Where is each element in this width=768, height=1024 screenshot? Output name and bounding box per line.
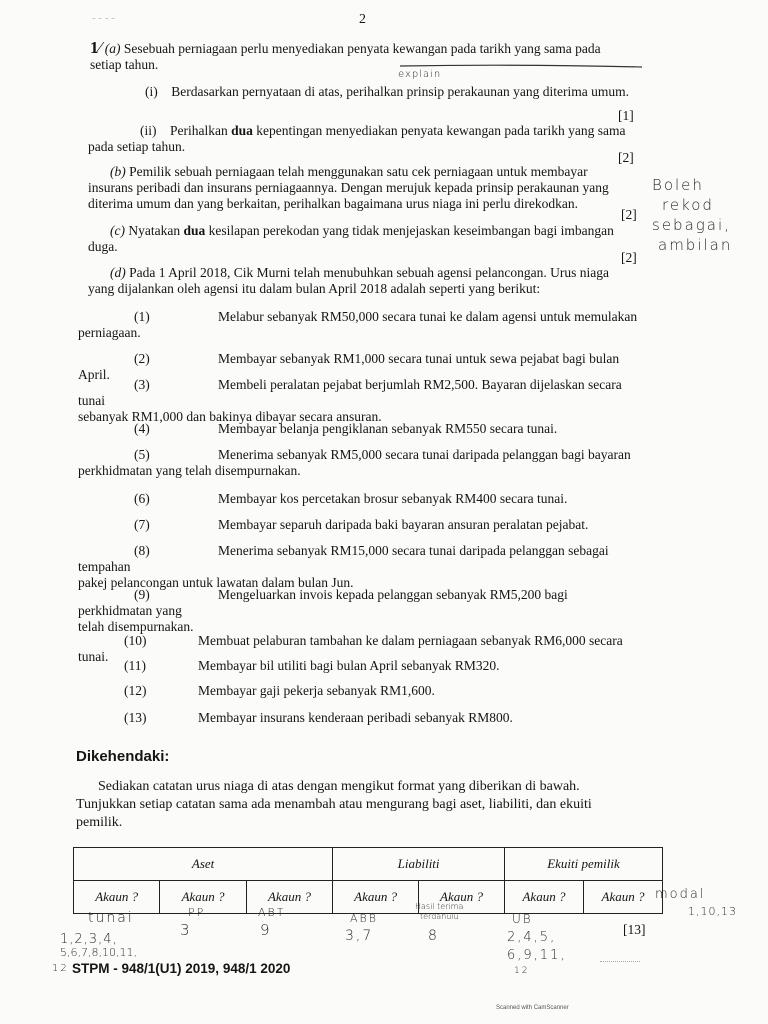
list-item bbox=[78, 309, 644, 341]
question-1a-ii-text-2: pada setiap tahun. bbox=[88, 139, 186, 154]
list-item bbox=[78, 517, 644, 533]
question-1b-text-3: diterima umum dan yang berkaitan, perihalkan bagaimana urus niaga ini perlu direkodkan. bbox=[88, 196, 578, 211]
side-note-line-2: rekod bbox=[662, 196, 714, 214]
required-text bbox=[76, 778, 656, 832]
list-item-text-continued: telah disempurnakan. bbox=[78, 619, 194, 634]
account-cell: Akaun ? bbox=[583, 881, 662, 914]
transaction-table bbox=[73, 847, 663, 914]
subpart-label-i: (i) bbox=[145, 84, 158, 99]
account-cell: Akaun ? bbox=[246, 881, 332, 914]
list-item-text: Membayar bil utiliti bagi bulan April sebanyak RM320. bbox=[198, 658, 500, 673]
list-item-text: Membuat pelaburan tambahan ke dalam perniagaan sebanyak RM6,000 secara tunai. bbox=[78, 633, 623, 664]
question-1c-text-2: duga. bbox=[88, 239, 118, 254]
list-item-text-continued: perkhidmatan yang telah disempurnakan. bbox=[78, 463, 301, 478]
list-item-number: (9) bbox=[134, 587, 150, 602]
list-item-text: Membayar sebanyak RM1,000 secara tunai untuk sewa pejabat bagi bulan April. bbox=[78, 351, 620, 382]
footer-source-text: STPM - 948/1(U1) 2019, 948/1 2020 bbox=[72, 961, 291, 976]
part-label-d: (d) bbox=[110, 265, 126, 280]
table-group-row bbox=[74, 848, 663, 881]
subpart-label-ii: (ii) bbox=[140, 123, 157, 138]
hw-col6-val2: 6,9,11, bbox=[507, 948, 567, 963]
list-item-text: Membeli peralatan pejabat berjumlah RM2,500. Bayaran dijelaskan secara tunai bbox=[78, 377, 622, 408]
question-number: 1 bbox=[90, 38, 99, 57]
list-item-number: (6) bbox=[134, 491, 150, 506]
hw-col6-val: 2,4,5, bbox=[507, 930, 557, 945]
part-label-c: (c) bbox=[110, 223, 125, 238]
page-number: 2 bbox=[359, 12, 366, 27]
scanner-watermark: Scanned with CamScanner bbox=[496, 1005, 569, 1011]
hw-col4-top: ABB bbox=[350, 912, 378, 925]
corner-mark: - - - - bbox=[92, 12, 115, 24]
hw-col6-val3: 12 bbox=[514, 966, 530, 976]
required-text-1: Sediakan catatan urus niaga di atas dengan mengikut format yang diberikan di bawah. bbox=[98, 779, 580, 794]
mark-table: [13] bbox=[623, 922, 646, 937]
question-1c-text-c: kesilapan perekodan yang tidak menjejaskan keseimbangan bagi imbangan bbox=[205, 223, 614, 238]
list-item-number: (11) bbox=[124, 658, 146, 673]
question-1a-ii-text-c: kepentingan menyediakan penyata kewangan pada tarikh yang sama bbox=[252, 123, 626, 138]
list-item bbox=[78, 710, 644, 726]
mark-1a-i: [1] bbox=[618, 108, 634, 123]
list-item-text-continued: perniagaan. bbox=[78, 325, 141, 340]
account-cell: Akaun ? bbox=[160, 881, 246, 914]
group-header-ekuiti: Ekuiti pemilik bbox=[504, 848, 662, 881]
account-cell: Akaun ? bbox=[419, 881, 505, 914]
list-item-number: (8) bbox=[134, 543, 150, 558]
question-1a-i bbox=[145, 84, 629, 100]
hw-modal-nums: 1,10,13 bbox=[688, 905, 737, 918]
question-1c bbox=[88, 223, 648, 255]
hw-modal: modal bbox=[655, 887, 706, 902]
hw-col3-val: 9 bbox=[260, 921, 272, 939]
part-label-a: (a) bbox=[104, 41, 121, 56]
required-heading: Dikehendaki: bbox=[76, 748, 170, 765]
list-item bbox=[78, 683, 644, 699]
question-1c-text-a: Nyatakan bbox=[128, 223, 184, 238]
required-text-3: pemilik. bbox=[76, 815, 123, 830]
required-text-2: Tunjukkan setiap catatan sama ada menambah atau mengurang bagi aset, liabiliti, dan ekuiti bbox=[76, 797, 592, 812]
handwritten-explain: explain bbox=[398, 69, 442, 80]
list-item-text: Membayar gaji pekerja sebanyak RM1,600. bbox=[198, 683, 435, 698]
hw-col1-nums2: 5,6,7,8,10,11, bbox=[60, 946, 137, 959]
list-item-text: Menerima sebanyak RM5,000 secara tunai daripada pelanggan bagi bayaran bbox=[218, 447, 631, 462]
mark-1b: [2] bbox=[621, 207, 637, 222]
question-1d bbox=[88, 265, 648, 297]
hw-col1-top: tunai bbox=[88, 910, 134, 926]
hw-col2-top: PP bbox=[188, 906, 206, 919]
side-note-line-4: ambilan bbox=[658, 236, 733, 254]
account-cell: Akaun ? bbox=[504, 881, 583, 914]
list-item bbox=[78, 491, 644, 507]
question-1b-text-2: insurans peribadi dan insurans perniagaannya. Dengan merujuk kepada prinsip perakaunan yang bbox=[88, 180, 609, 195]
table-account-row bbox=[74, 881, 663, 914]
question-1b bbox=[88, 164, 648, 212]
hw-col1-nums: 1,2,3,4, bbox=[60, 932, 118, 947]
question-1a-i-text: Berdasarkan pernyataan di atas, perihalkan prinsip perakaunan yang diterima umum. bbox=[171, 84, 629, 99]
list-item bbox=[78, 421, 644, 437]
question-1a-text: Sesebuah perniagaan perlu menyediakan penyata kewangan pada tarikh yang sama pada bbox=[123, 41, 601, 56]
group-header-liabiliti: Liabiliti bbox=[333, 848, 505, 881]
hw-col3-top: ABT bbox=[258, 906, 286, 919]
question-1a-ii-text-a: Perihalkan bbox=[170, 123, 232, 138]
list-item-number: (13) bbox=[124, 710, 147, 725]
question-1a-ii-bold: dua bbox=[231, 123, 253, 138]
group-header-aset: Aset bbox=[74, 848, 333, 881]
hw-col5-top2: terdahulu bbox=[420, 912, 459, 921]
mark-1a-ii: [2] bbox=[618, 150, 634, 165]
list-item-text-continued: sebanyak RM1,000 dan bakinya dibayar secara ansuran. bbox=[78, 409, 382, 424]
list-item-number: (2) bbox=[134, 351, 150, 366]
footer-source bbox=[72, 961, 290, 976]
list-item-number: (10) bbox=[124, 633, 147, 648]
list-item-number: (12) bbox=[124, 683, 147, 698]
question-1b-text-1: Pemilik sebuah perniagaan telah menggunakan satu cek perniagaan untuk membayar bbox=[129, 164, 588, 179]
list-item-number: (5) bbox=[134, 447, 150, 462]
list-item bbox=[78, 658, 644, 674]
list-item-number: (3) bbox=[134, 377, 150, 392]
list-item-number: (4) bbox=[134, 421, 150, 436]
list-item bbox=[78, 543, 644, 591]
handwritten-side-note bbox=[652, 175, 732, 255]
footer-dots bbox=[600, 961, 640, 962]
question-1a-ii bbox=[88, 123, 648, 155]
hw-col6-top: UB bbox=[512, 912, 533, 926]
list-item-text-continued: pakej pelancongan untuk lawatan dalam bulan Jun. bbox=[78, 575, 354, 590]
list-item bbox=[78, 377, 644, 425]
list-item-text: Melabur sebanyak RM50,000 secara tunai ke dalam agensi untuk memulakan bbox=[218, 309, 638, 324]
list-item-text: Membayar insurans kenderaan peribadi sebanyak RM800. bbox=[198, 710, 513, 725]
mark-1c: [2] bbox=[621, 250, 637, 265]
account-cell: Akaun ? bbox=[74, 881, 160, 914]
list-item-text: Membayar kos percetakan brosur sebanyak RM400 secara tunai. bbox=[218, 491, 568, 506]
list-item bbox=[78, 587, 644, 635]
side-note-line-3: sebagai, bbox=[652, 216, 731, 234]
list-item-text: Mengeluarkan invois kepada pelanggan sebanyak RM5,200 bagi perkhidmatan yang bbox=[78, 587, 568, 618]
tick-mark: ⁄ bbox=[98, 38, 102, 57]
side-note-line-1: Boleh bbox=[652, 176, 704, 194]
hw-col4-val: 3,7 bbox=[345, 928, 374, 944]
account-cell: Akaun ? bbox=[333, 881, 419, 914]
question-1d-text-2: yang dijalankan oleh agensi itu dalam bulan April 2018 adalah seperti yang berikut: bbox=[88, 281, 541, 296]
hw-footer-num: 12 bbox=[52, 963, 69, 974]
question-1a-text-2: setiap tahun. bbox=[90, 57, 159, 72]
list-item-text: Membayar separuh daripada baki bayaran ansuran peralatan pejabat. bbox=[218, 517, 589, 532]
hw-col2-val: 3 bbox=[180, 921, 192, 939]
question-1d-text-1: Pada 1 April 2018, Cik Murni telah menubuhkan sebuah agensi pelancongan. Urus niaga bbox=[129, 265, 610, 280]
hw-col5-val: 8 bbox=[428, 928, 439, 944]
part-label-b: (b) bbox=[110, 164, 126, 179]
list-item-text: Menerima sebanyak RM15,000 secara tunai daripada pelanggan sebagai tempahan bbox=[78, 543, 609, 574]
question-1c-bold: dua bbox=[183, 223, 206, 238]
list-item-number: (1) bbox=[134, 309, 150, 324]
list-item bbox=[78, 447, 644, 479]
hw-col5-top: Hasil terima bbox=[415, 902, 464, 911]
list-item-text: Membayar belanja pengiklanan sebanyak RM550 secara tunai. bbox=[218, 421, 558, 436]
list-item-number: (7) bbox=[134, 517, 150, 532]
